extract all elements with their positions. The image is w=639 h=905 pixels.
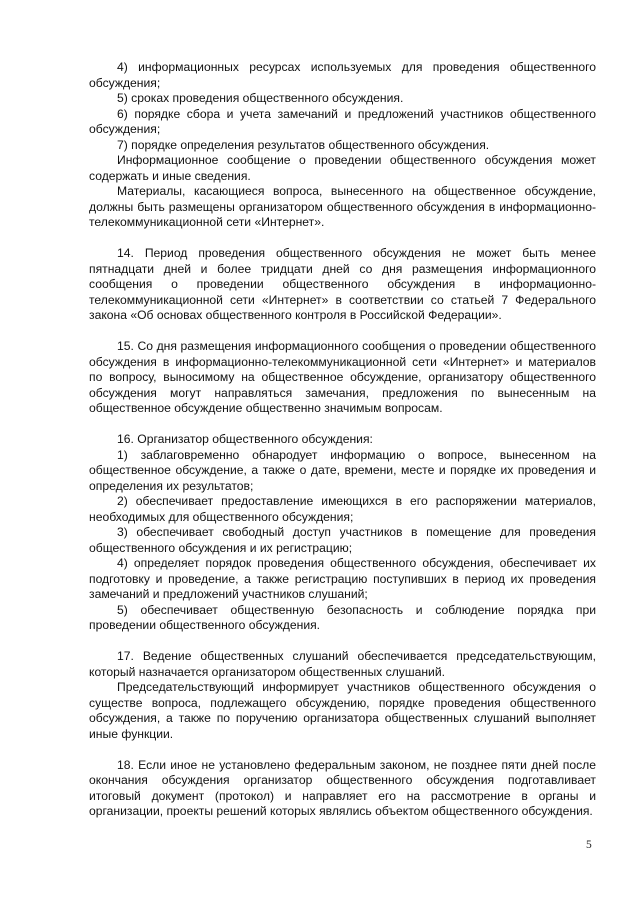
document-body: [89, 60, 596, 820]
paragraph: 14. Период проведения общественного обсуждения не может быть менее пятнадцати дней и более тридцати дней со дня размещения информационного сообщения о проведении общественного обсуждения в информационно-телекоммуникационной сети «Интернет» в соответствии со статьей 7 Федерального закона «Об основах общественного контроля в Российской Федерации».: [89, 246, 596, 322]
paragraph: 17. Ведение общественных слушаний обеспечивается председательствующим, который назначается организатором общественных слушаний.: [89, 649, 596, 679]
paragraph: 7) порядке определения результатов общественного обсуждения.: [117, 137, 490, 152]
page-number: 5: [586, 839, 592, 851]
paragraph: 5) сроках проведения общественного обсуждения.: [117, 91, 404, 105]
paragraph: Информационное сообщение о проведении общественного обсуждения может содержать и иные сведения.: [89, 153, 596, 183]
paragraph: 18. Если иное не установлено федеральным законом, не позднее пяти дней после окончания обсуждения организатор общественного обсуждения подготавливает итоговый документ (протокол) и направляет его на рассмотрение в органы и организации, проекты решений которых являлись объектом общественного обсуждения.: [89, 757, 596, 818]
paragraph: 2) обеспечивает предоставление имеющихся в его распоряжении материалов, необходимых для общественного обсуждения;: [89, 494, 596, 524]
paragraph-gap: [89, 417, 596, 433]
paragraph: Материалы, касающиеся вопроса, вынесенного на общественное обсуждение, должны быть размещены организатором общественного обсуждения в информационно-телекоммуникационной сети «Интернет».: [89, 184, 596, 229]
paragraph: 5) обеспечивает общественную безопасность и соблюдение порядка при проведении общественного обсуждения.: [89, 602, 596, 632]
paragraph: 6) порядке сбора и учета замечаний и предложений участников общественного обсуждения;: [89, 106, 596, 136]
paragraph-gap: [89, 742, 596, 758]
paragraph-gap: [89, 634, 596, 650]
paragraph-gap: [89, 231, 596, 247]
paragraph: 4) информационных ресурсах используемых для проведения общественного обсуждения;: [89, 60, 596, 90]
paragraph: 4) определяет порядок проведения общественного обсуждения, обеспечивает их подготовку и проведение, а также регистрацию поступивших в период их проведения замечаний и предложений участников слушаний;: [89, 556, 596, 601]
paragraph: 15. Со дня размещения информационного сообщения о проведении общественного обсуждения в информационно-телекоммуникационной сети «Интернет» и материалов по вопросу, выносимому на общественное обсуждение, организатору общественного обсуждения могут направляться замечания, предложения по вынесенным на общественное обсуждение общественно значимым вопросам.: [89, 339, 596, 415]
paragraph: Председательствующий информирует участников общественного обсуждения о существе вопроса, подлежащего обсуждению, порядке проведения общественного обсуждения, а также по поручению организатора общественных слушаний выполняет иные функции.: [89, 680, 596, 741]
paragraph: 3) обеспечивает свободный доступ участников в помещение для проведения общественного обсуждения и их регистрацию;: [89, 525, 596, 555]
paragraph-gap: [89, 324, 596, 340]
paragraph: 1) заблаговременно обнародует информацию о вопросе, вынесенном на общественное обсуждение, а также о дате, времени, месте и порядке их проведения и определения их результатов;: [89, 447, 596, 493]
paragraph: 16. Организатор общественного обсуждения:: [117, 432, 373, 446]
